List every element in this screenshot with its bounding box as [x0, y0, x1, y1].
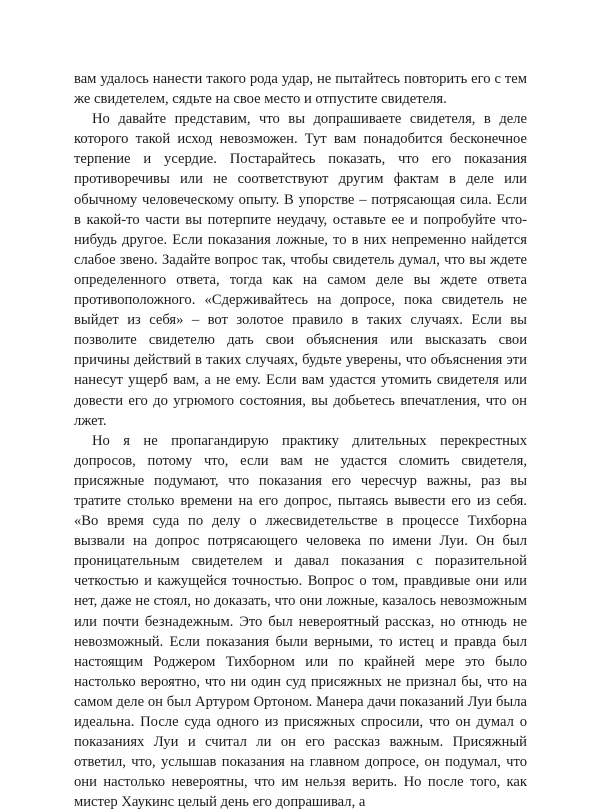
paragraph-2: Но давайте представим, что вы допрашиваете свидетеля, в деле которого такой исход невозможен. Тут вам понадобится бесконечное терпение и усердие. Постарайтесь показать, что его показания противоречивы или не соответствуют другим фактам в деле или обычному человеческому опыту. В упорстве – потрясающая сила. Если в какой-то части вы потерпите неудачу, оставьте ее и попробуйте что-нибудь другое. Если показания ложные, то в них непременно найдется слабое звено. Задайте вопрос так, чтобы свидетель думал, что вы ждете определенного ответа, тогда как на самом деле вы ждете ответа противоположного. «Сдерживайтесь на допросе, пока свидетель не выйдет из себя» – вот золотое правило в таких случаях. Если вы позволите свидетелю дать свои объяснения или высказать свои причины действий в таких случаях, будьте уверены, что объяснения эти нанесут ущерб вам, а не ему. Если вам удастся утомить свидетеля или довести его до угрюмого состояния, вы добьетесь впечатления, что он лжет.: [74, 111, 527, 429]
paragraph-3: Но я не пропагандирую практику длительных перекрестных допросов, потому что, если вам не удастся сломить свидетеля, присяжные подумают, что показания его чересчур важны, раз вы тратите столько времени на его допрос, пытаясь вывести его из себя. «Во время суда по делу о лжесвидетельстве в процессе Тихборна вызвали на допрос потрясающего человека по имени Луи. Он был проницательным свидетелем и давал показания с поразительной четкостью и кажущейся точностью. Вопрос о том, правдивые они или нет, даже не стоял, но доказать, что они ложные, казалось невозможным или почти безнадежным. Это был невероятный рассказ, но отнюдь не невозможный. Если показания были верными, то истец и правда был настоящим Роджером Тихборном или по крайней мере это было настолько вероятно, что ни один суд присяжных не признал бы, что на самом деле он был Артуром Ортоном. Манера дачи показаний Луи была идеальна. После суда одного из присяжных спросили, что он думал о показаниях Луи и считал ли он его рассказ важным. Присяжный ответил, что, услышав показания на главном допросе, он подумал, что они настолько невероятны, что им нельзя верить. Но после того, как мистер Хаукинс целый день его допрашивал, а: [74, 432, 527, 811]
paragraph-1: вам удалось нанести такого рода удар, не пытайтесь повторить его с тем же свидетелем, сядьте на свое место и отпустите свидетеля.: [74, 71, 527, 108]
document-page: [74, 69, 527, 812]
